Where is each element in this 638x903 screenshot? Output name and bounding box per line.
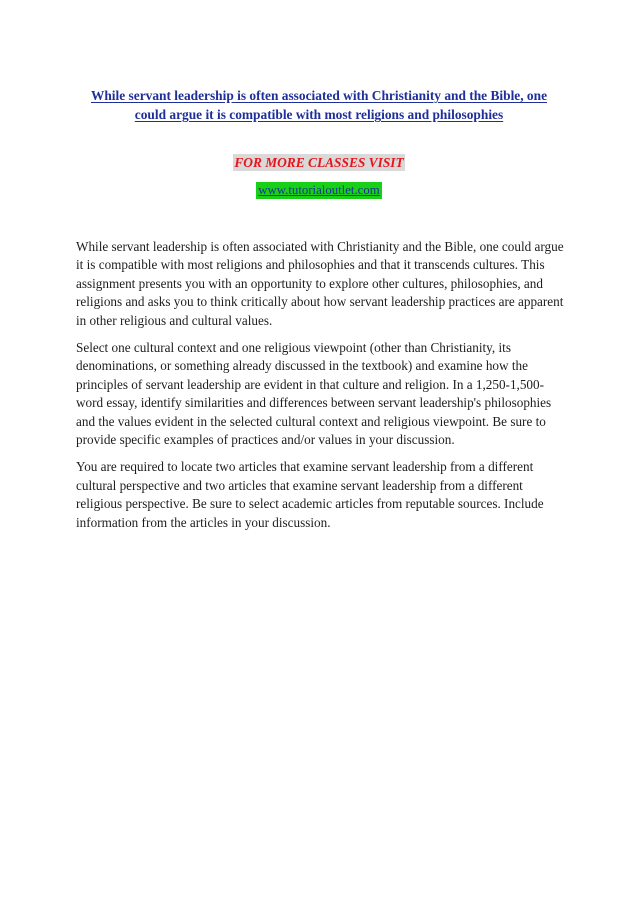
website-link[interactable]: www.tutorialoutlet.com (258, 183, 380, 197)
document-title: While servant leadership is often associated with Christianity and the Bible, one could argue it is compatible with most religions and philosophies (90, 88, 548, 122)
document-body (76, 238, 564, 541)
body-paragraph: While servant leadership is often associated with Christianity and the Bible, one could argue it is compatible with most religions and philosophies and that it transcends cultures. This assignment presents you with an opportunity to explore other cultures, philosophies, and religions and asks you to think critically about how servant leadership practices are apparent in other religious and cultural values. (76, 239, 564, 328)
body-paragraph: You are required to locate two articles that examine servant leadership from a different cultural perspective and two articles that examine servant leadership from a different religious perspective. Be sure to select academic articles from reputable sources. Include information from the articles in your discussion. (76, 459, 544, 530)
promo-banner (0, 154, 638, 172)
body-paragraph: Select one cultural context and one religious viewpoint (other than Christianity, its denominations, or something already discussed in the textbook) and examine how the principles of servant leadership are evident in that culture and religion. In a 1,250-1,500-word essay, identify similarities and differences between servant leadership's philosophies and the values evident in the selected cultural context and religious viewpoint. Be sure to provide specific examples of practices and/or values in your discussion. (76, 340, 552, 448)
promo-label: FOR MORE CLASSES VISIT (234, 155, 404, 170)
promo-link-row (0, 181, 638, 199)
